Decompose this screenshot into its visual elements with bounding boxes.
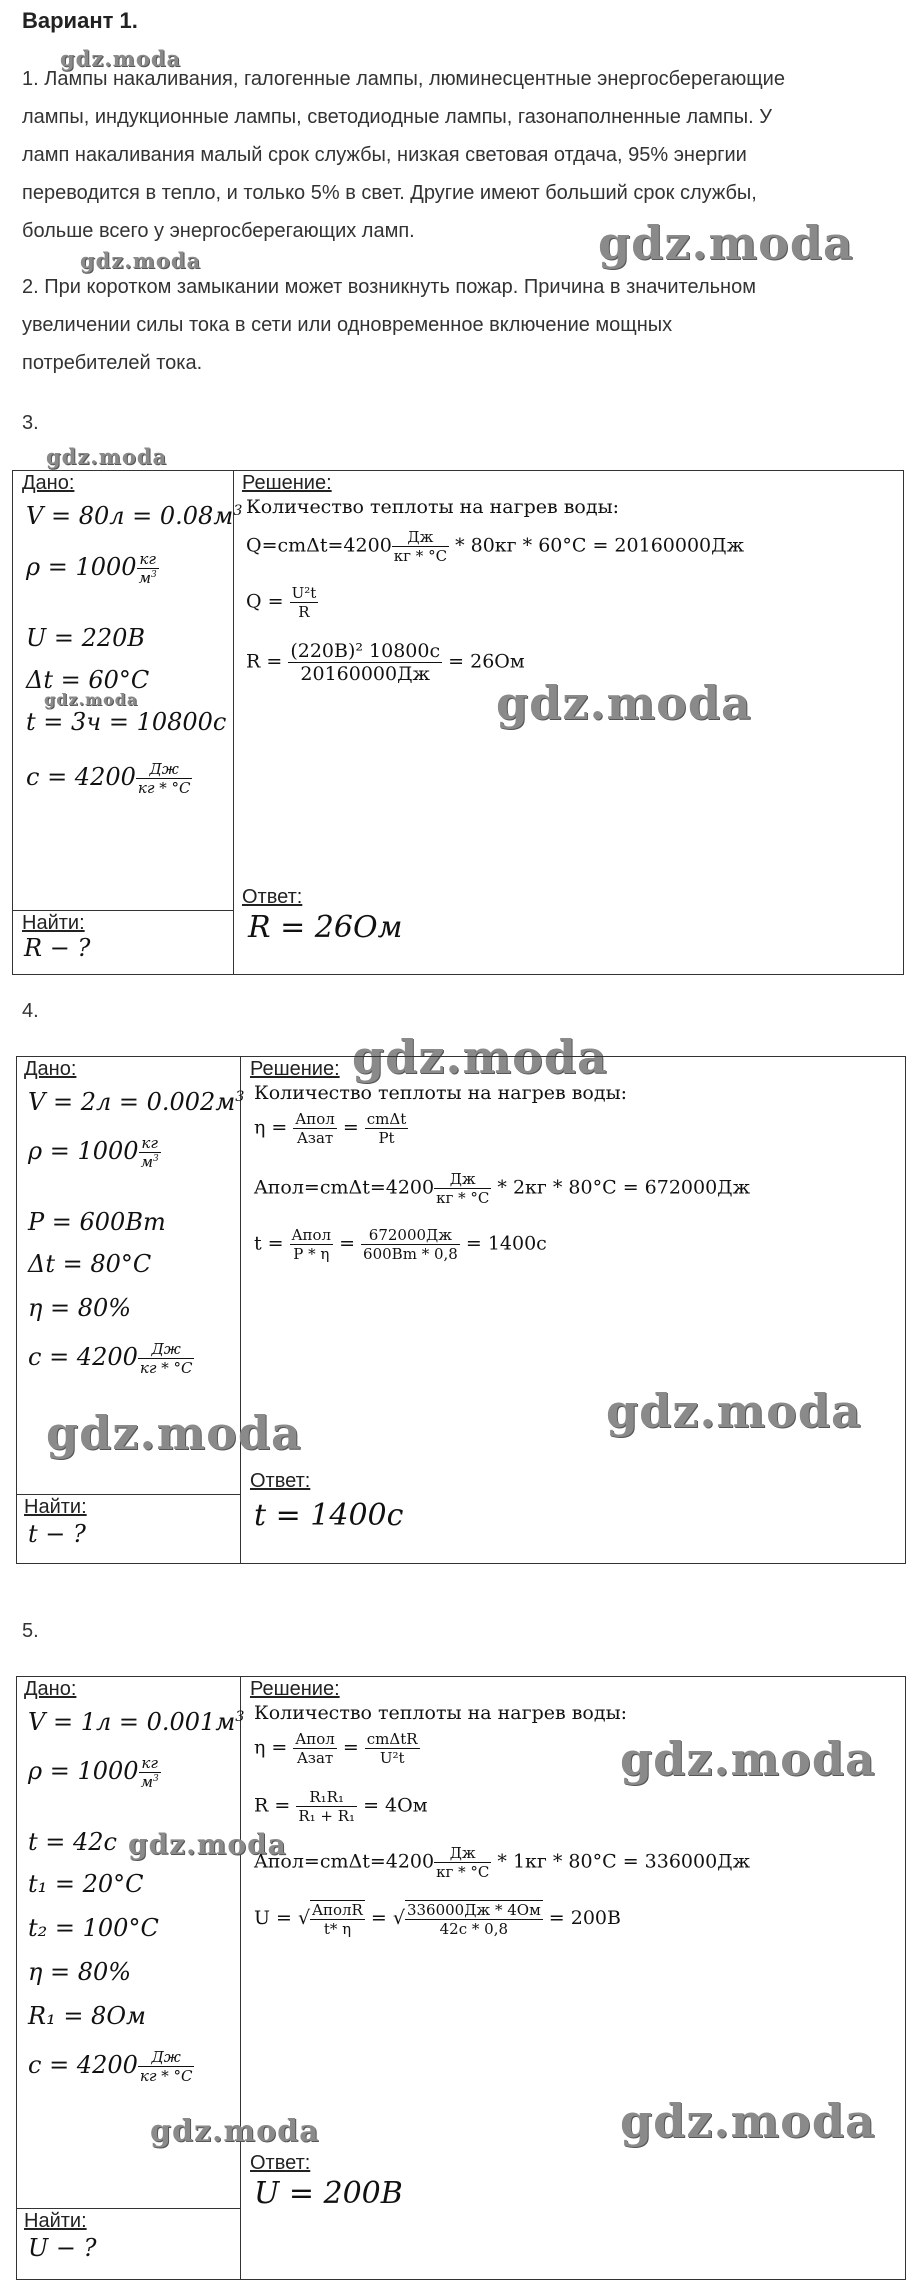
answer-label: Ответ: (250, 1470, 311, 1492)
given-time: t = 42c (28, 1828, 117, 1856)
formula-r: R = $\frac{\text{(220B)² 10800c}}{20160000Дж}$ = 26Ом (246, 640, 525, 685)
watermark: gdz.moda (60, 46, 182, 71)
problem-4-table (16, 1056, 906, 1564)
page-title: Вариант 1. (22, 8, 138, 33)
formula-useful-work: Aпол=cmΔt=4200 $\frac{Дж}{кг * ^\circ C}$ * 2кг * 80°C = 672000Дж (254, 1170, 751, 1207)
table-divider (12, 910, 234, 911)
formula-q-power: Q = $\frac{\text{U²t}}{R}$ (246, 584, 317, 621)
given-time: t = 3ч = 10800c (26, 708, 227, 736)
given-heat-capacity: c = 4200 $\frac{Дж}{кг * ^\circ C}$ (28, 1340, 193, 1377)
formula-useful-work: Aпол=cmΔt=4200 $\frac{Дж}{кг * ^\circ C}$ * 1кг * 80°C = 336000Дж (254, 1844, 751, 1881)
answer-1-line: ламп накаливания малый срок службы, низкая световая отдача, 95% энергии (22, 144, 747, 166)
formula-resistance: R = $\frac{\text{R₁R₁}}{\text{R₁ + R₁}}$ = 4Ом (254, 1788, 428, 1825)
find-value: t − ? (28, 1520, 86, 1548)
given-label: Дано: (24, 1058, 77, 1080)
given-heat-capacity: c = 4200 $\frac{Дж}{кг * ^\circ C}$ (28, 2048, 193, 2085)
given-density: ρ = 1000 $\frac{кг}{м^3}$ (28, 1754, 159, 1791)
solution-heading: Количество теплоты на нагрев воды: (254, 1082, 628, 1104)
watermark: gdz.moda (606, 1384, 862, 1438)
answer-label: Ответ: (242, 886, 303, 908)
watermark: gdz.moda (128, 1828, 287, 1861)
watermark: gdz.moda (620, 1732, 876, 1786)
given-resistance: R₁ = 8Ом (28, 2002, 146, 2030)
given-delta-t: Δt = 80°C (28, 1250, 152, 1278)
watermark: gdz.moda (150, 2114, 320, 2149)
problem-3-number: 3. (22, 412, 39, 434)
watermark: gdz.moda (620, 2094, 876, 2148)
watermark: gdz.moda (46, 1406, 302, 1460)
answer-1-line: переводится в тепло, и только 5% в свет. Другие имеют больший срок службы, (22, 182, 757, 204)
given-efficiency: η = 80% (28, 1294, 132, 1322)
answer-value: U = 200B (254, 2176, 403, 2211)
answer-2-line: 2. При коротком замыкании может возникнуть пожар. Причина в значительном (22, 276, 756, 298)
given-volume: $V = 80л = 0.08м^3$ (26, 502, 243, 530)
find-label: Найти: (24, 1496, 87, 1518)
given-final-temperature: t₂ = 100°C (28, 1914, 159, 1942)
watermark: gdz.moda (352, 1030, 608, 1084)
answer-2-line: увеличении силы тока в сети или одновременное включение мощных (22, 314, 673, 336)
answer-label: Ответ: (250, 2152, 311, 2174)
watermark: gdz.moda (598, 216, 854, 270)
given-delta-t: Δt = 60°C (26, 666, 150, 694)
formula-q: Q=cmΔt=4200 $\frac{Дж}{кг * ^\circ C}$ * 80кг * 60°C = 20160000Дж (246, 528, 745, 565)
find-label: Найти: (24, 2210, 87, 2232)
given-label: Дано: (22, 472, 75, 494)
answer-1-line: больше всего у энергосберегающих ламп. (22, 220, 415, 242)
table-divider (16, 1494, 241, 1495)
watermark: gdz.moda (80, 248, 202, 273)
formula-efficiency: η = $\frac{\text{Aпол}}{\text{Aзат}}$ = $\frac{\text{cmΔtR}}{\text{U²t}}$ (254, 1730, 418, 1767)
watermark: gdz.moda (496, 676, 752, 730)
given-initial-temperature: t₁ = 20°C (28, 1870, 144, 1898)
formula-time: t = $\frac{\text{Aпол}}{P * \eta}$ = $\frac{672000Дж}{600Bm * 0,8}$ = 1400c (254, 1226, 547, 1263)
find-value: U − ? (28, 2234, 97, 2262)
solution-heading: Количество теплоты на нагрев воды: (254, 1702, 628, 1724)
given-density: ρ = 1000 $\frac{кг}{м^3}$ (26, 550, 157, 587)
solution-label: Решение: (242, 472, 332, 494)
find-label: Найти: (22, 912, 85, 934)
given-density: ρ = 1000 $\frac{кг}{м^3}$ (28, 1134, 159, 1171)
formula-voltage: U = √ $\frac{\text{AполR}}{t* \eta}$ = √ $\frac{336000Дж * 4Ом}{42c * 0,8}$ = 200B (254, 1901, 621, 1938)
given-volume: $V = 2л = 0.002м^3$ (28, 1088, 245, 1116)
answer-1-line: лампы, индукционные лампы, светодиодные лампы, газонаполненные лампы. У (22, 106, 772, 128)
answer-2 (22, 268, 902, 382)
solution-label: Решение: (250, 1678, 340, 1700)
given-heat-capacity: c = 4200 $\frac{Дж}{кг * ^\circ C}$ (26, 760, 191, 797)
find-value: R − ? (24, 934, 91, 962)
problem-5-number: 5. (22, 1620, 39, 1642)
given-power: P = 600Bm (28, 1208, 166, 1236)
given-volume: $V = 1л = 0.001м^3$ (28, 1708, 245, 1736)
table-divider (240, 1056, 241, 1563)
formula-efficiency: η = $\frac{\text{Aпол}}{\text{Aзат}}$ = $\frac{\text{cmΔt}}{Pt}$ (254, 1110, 407, 1147)
answer-value: t = 1400c (254, 1498, 404, 1533)
watermark: gdz.moda (44, 690, 139, 709)
given-voltage: U = 220B (26, 624, 146, 652)
solution-heading: Количество теплоты на нагрев воды: (246, 496, 620, 518)
given-label: Дано: (24, 1678, 77, 1700)
table-divider (240, 1676, 241, 2279)
solution-label: Решение: (250, 1058, 340, 1080)
table-divider (16, 2208, 241, 2209)
watermark: gdz.moda (46, 444, 168, 469)
table-divider (233, 470, 234, 974)
problem-4-number: 4. (22, 1000, 39, 1022)
answer-1-line: 1. Лампы накаливания, галогенные лампы, люминесцентные энергосберегающие (22, 68, 785, 90)
answer-value: R = 26Ом (248, 910, 403, 945)
answer-2-line: потребителей тока. (22, 352, 203, 374)
given-efficiency: η = 80% (28, 1958, 132, 1986)
